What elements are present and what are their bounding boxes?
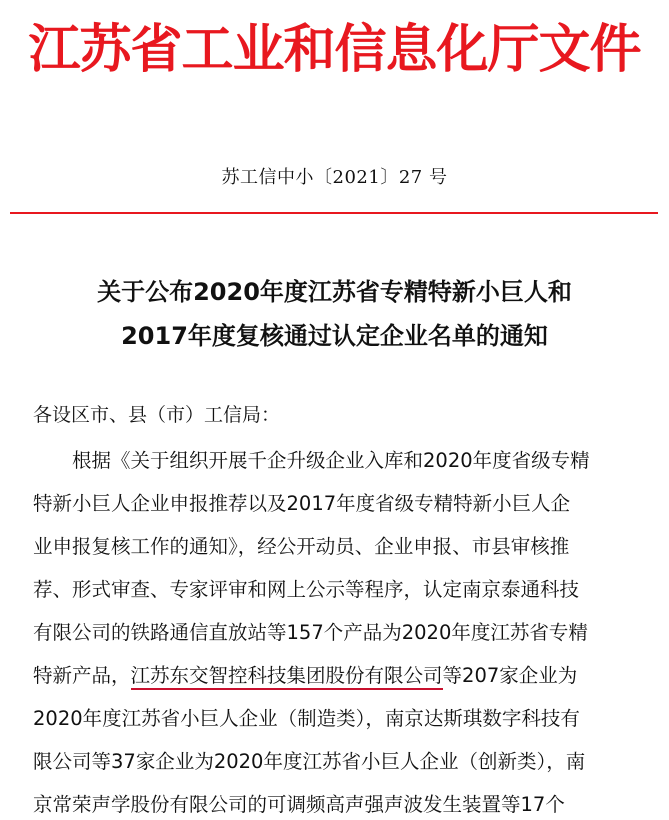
body-line-3: 业申报复核工作的通知》，经公开动员、企业申报、市县审核推 [33,535,570,558]
body-line-2: 特新小巨人企业申报推荐以及2017年度省级专精特新小巨人企 [33,492,571,515]
body-line-5: 有限公司的铁路通信直放站等157个产品为2020年度江苏省专精 [33,621,588,644]
red-divider-line [10,212,658,214]
body-line-6 [33,661,637,691]
body-line-6-suffix: 等207家企业为 [442,664,578,687]
body-line-1: 根据《关于组织开展千企升级企业入库和2020年度省级专精 [72,449,590,472]
body-line-8: 限公司等37家企业为2020年度江苏省小巨人企业（创新类），南 [33,750,586,773]
body-line-9: 京常荣声学股份有限公司的可调频高声强声波发生装置等17个 [33,793,565,816]
body-line-6-prefix: 特新产品， [33,664,131,687]
notice-title-line-2: 2017年度复核通过认定企业名单的通知 [121,322,548,350]
body-line-7: 2020年度江苏省小巨人企业（制造类），南京达斯琪数字科技有 [33,707,580,730]
highlighted-company-name: 江苏东交智控科技集团股份有限公司 [131,664,443,690]
document-number: 苏工信中小〔2021〕27 号 [221,167,448,188]
salutation: 各设区市、县（市）工信局： [33,404,281,426]
notice-title-line-1: 关于公布2020年度江苏省专精特新小巨人和 [97,278,572,306]
body-line-4: 荐、形式审查、专家评审和网上公示等程序，认定南京泰通科技 [33,578,580,601]
issuer-header: 江苏省工业和信息化厅文件 [28,19,641,80]
